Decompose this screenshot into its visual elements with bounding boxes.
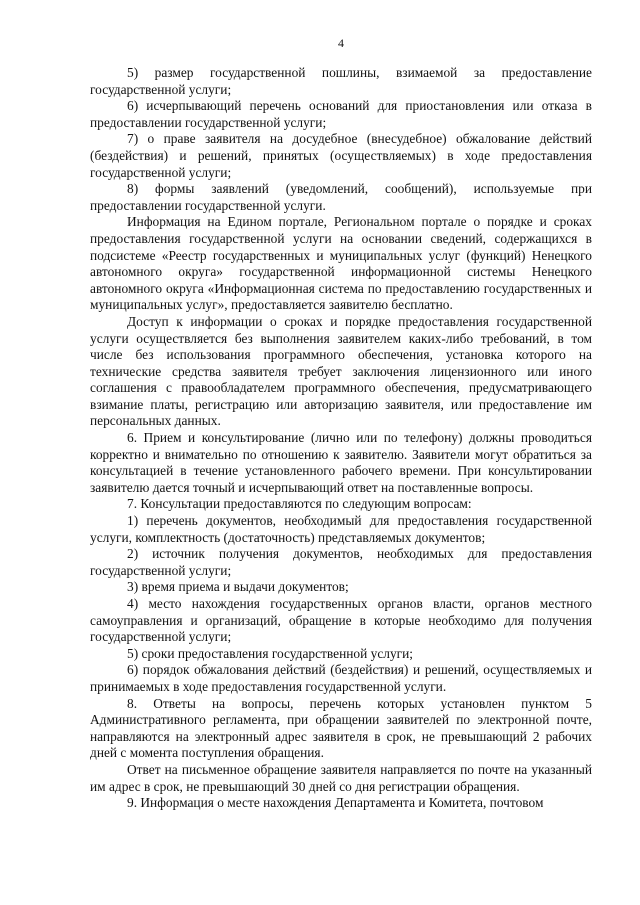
paragraph: 4) место нахождения государственных органов власти, органов местного самоуправления и организаций, обращение в которые необходимо для получения государственной услуги; (90, 596, 592, 645)
paragraph: 2) источник получения документов, необходимых для предоставления государственной услуги; (90, 546, 592, 578)
page-number: 4 (338, 36, 344, 50)
paragraph: 8. Ответы на вопросы, перечень которых установлен пунктом 5 Административного регламента, при обращении заявителей по электронной почте, направляются на электронный адрес заявителя в срок, не превышающий 2 рабочих дней с момента поступления обращения. (90, 695, 592, 761)
body-text (90, 65, 592, 812)
paragraph: 6) порядок обжалования действий (бездействия) и решений, осуществляемых и принимаемых в ходе предоставления государственной услуги. (90, 662, 592, 694)
paragraph: 5) размер государственной пошлины, взимаемой за предоставление государственной услуги; (90, 65, 592, 97)
paragraph: 6) исчерпывающий перечень оснований для приостановления или отказа в предоставлении государственной услуги; (90, 98, 592, 130)
paragraph: 6. Прием и консультирование (лично или по телефону) должны проводиться корректно и внимательно по отношению к заявителю. Заявители могут обратиться за консультацией в течение установленного рабочего времени. При консультировании заявителю дается точный и исчерпывающий ответ на поставленные вопросы. (90, 430, 592, 495)
paragraph: 1) перечень документов, необходимый для предоставления государственной услуги, комплектность (достаточность) представляемых документов; (90, 513, 592, 545)
paragraph: Доступ к информации о сроках и порядке предоставления государственной услуги осуществляется без выполнения заявителем каких-либо требований, в том числе без использования программного обеспечения, установка которого на технические средства заявителя требует заключения лицензионного или иного соглашения с правообладателем программного обеспечения, предусматривающего взимание платы, регистрацию или авторизацию заявителя, или предоставление им персональных данных. (90, 313, 592, 429)
paragraph: 7. Консультации предоставляются по следующим вопросам: (127, 496, 472, 512)
paragraph: Информация на Едином портале, Региональном портале о порядке и сроках предоставления государственной услуги на основании сведений, содержащихся в подсистеме «Реестр государственных и муниципальных услуг (функций) Ненецкого автономного округа» государственной информационной системы Ненецкого автономного округа «Информационная система по предоставлению государственных и муниципальных услуг», предоставляется заявителю бесплатно. (90, 214, 592, 313)
paragraph: 5) сроки предоставления государственной услуги; (127, 645, 414, 661)
paragraph: 7) о праве заявителя на досудебное (внесудебное) обжалование действий (бездействия) и решений, принятых (осуществляемых) в ходе предоставления государственной услуги; (90, 131, 592, 180)
paragraph: 9. Информация о месте нахождения Департамента и Комитета, почтовом (127, 795, 544, 811)
paragraph: Ответ на письменное обращение заявителя направляется по почте на указанный им адрес в срок, не превышающий 30 дней со дня регистрации обращения. (90, 761, 592, 794)
paragraph: 8) формы заявлений (уведомлений, сообщений), используемые при предоставлении государственной услуги. (90, 181, 592, 213)
paragraph: 3) время приема и выдачи документов; (127, 579, 349, 595)
